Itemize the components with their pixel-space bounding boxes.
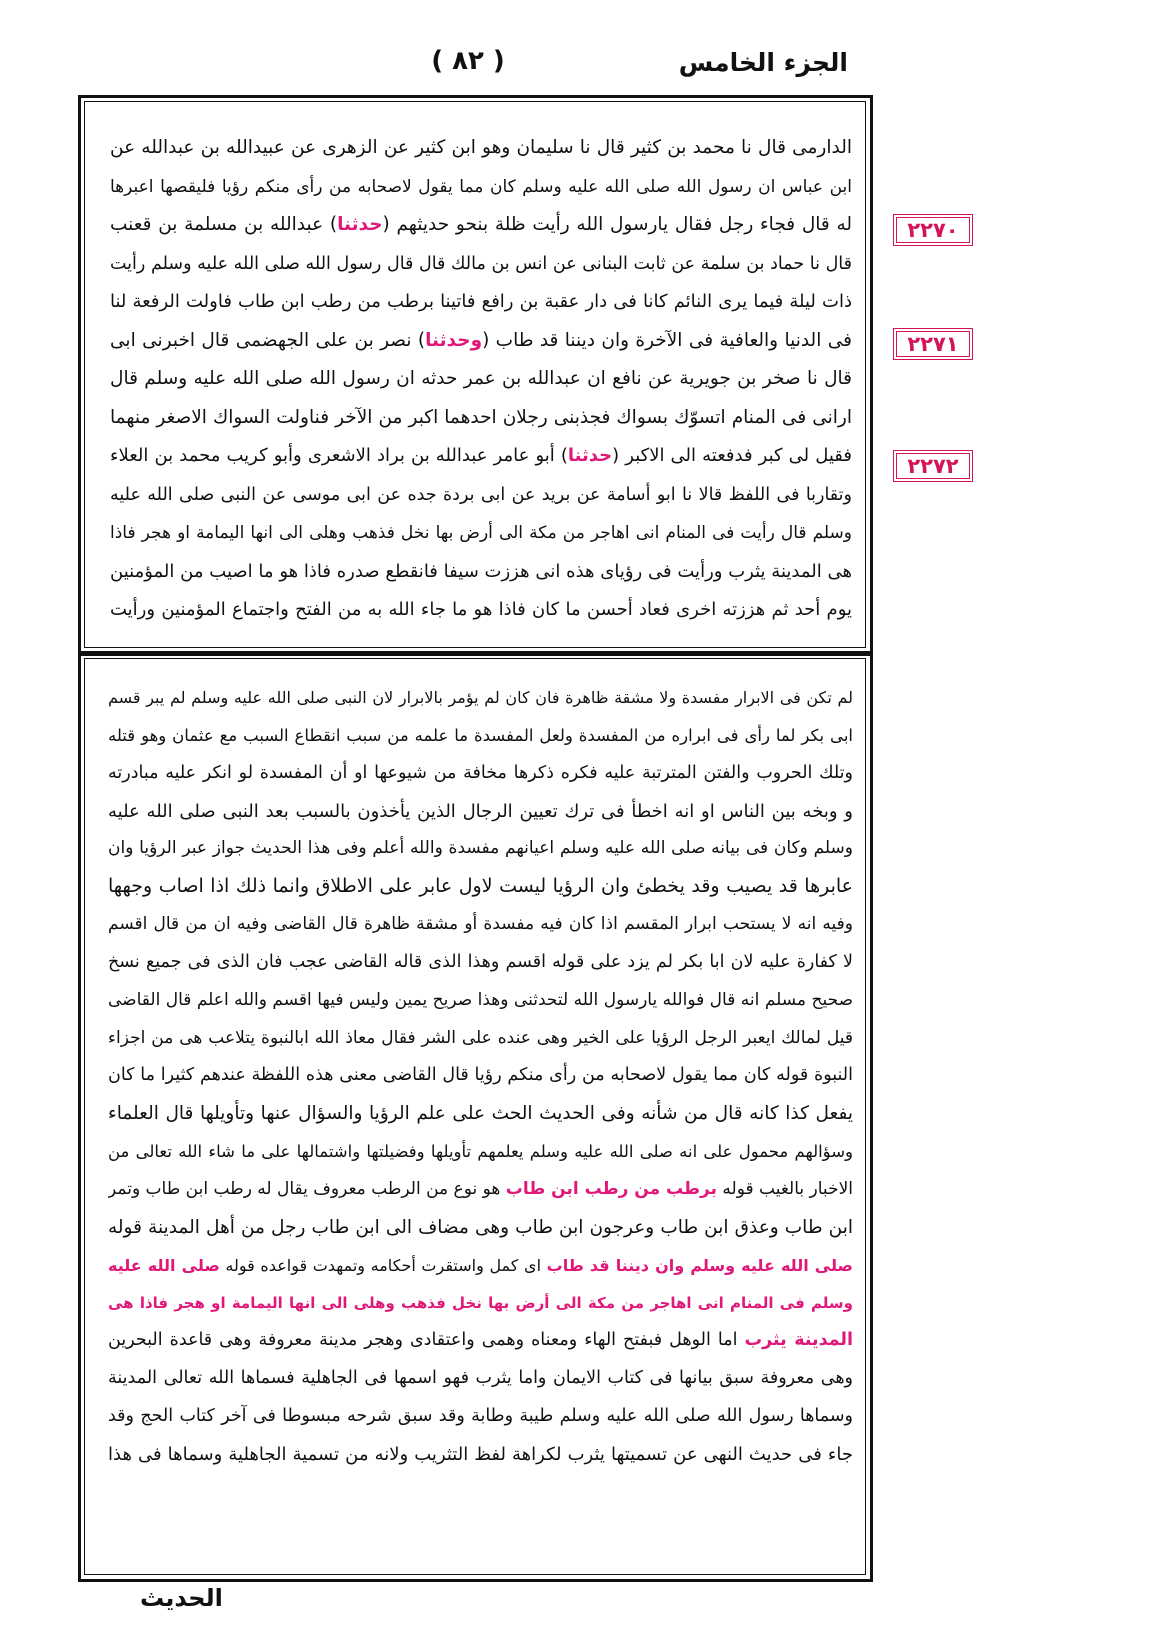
text-segment: ابى بكر لما رأى فى ابراره من المفسدة ولعل المفسدة ما علمه من سبب انقطاع السبب مع عثمان وهو قتله: [108, 725, 853, 745]
commentary-line: [108, 679, 853, 717]
hadith-line: [110, 206, 852, 245]
text-segment: ارانى فى المنام اتسوّك بسواك فجذبنى رجلان احدهما اكبر من الآخر فناولت السواك الاصغر منهما: [110, 406, 852, 428]
hadith-line: [110, 437, 852, 476]
commentary-line: [108, 1020, 853, 1058]
commentary-line: [108, 1360, 853, 1398]
commentary-line: [108, 793, 853, 831]
text-segment: فقيل لى كبر فدفعته الى الاكبر (: [612, 445, 852, 466]
catchword: الحديث: [140, 1584, 223, 1612]
hadith-line: [110, 322, 852, 361]
text-segment: قال نا صخر بن جويرية عن نافع ان عبدالله بن عمر حدثه ان رسول الله صلى الله عليه وسلم قال: [110, 368, 852, 389]
page-number: ( ٨٢ ): [431, 46, 505, 76]
hadith-line: [110, 514, 852, 553]
text-segment: عابرها قد يصيب وقد يخطئ وان الرؤيا ليست لاول عابر على الاطلاق وانما ذلك اذا اصاب وجهها: [108, 875, 853, 898]
commentary-line: [108, 1171, 853, 1209]
commentary-line: [108, 755, 853, 793]
highlighted-text: حدثنا: [567, 445, 613, 466]
commentary-line: [108, 1095, 853, 1133]
text-segment: قال نا حماد بن سلمة عن ثابت البنانى عن انس بن مالك قال قال رسول الله صلى الله عليه وسلم رأيت: [110, 253, 852, 274]
commentary-line: [108, 982, 853, 1020]
text-segment: فى الدنيا والعافية فى الآخرة وان ديننا قد طاب (: [482, 329, 852, 351]
commentary-line: [108, 906, 853, 944]
hadith-number-box: ٢٢٧٠: [893, 214, 973, 246]
text-segment: وسلم وكان فى بيانه صلى الله عليه وسلم اعيانهم مفسدة والله أعلم وفى هذا الحديث جواز عبر الرؤيا وان: [108, 838, 853, 859]
hadith-line: [110, 168, 852, 207]
text-segment: جاء فى حديث النهى عن تسميتها يثرب لكراهة لفظ التثريب ولانه من تسمية الجاهلية وسماها فى هذا: [108, 1443, 853, 1465]
hadith-line: [110, 399, 852, 438]
text-segment: ) عبدالله بن مسلمة بن قعنب: [110, 214, 338, 235]
section-divider: [81, 651, 870, 656]
text-segment: يفعل كذا كانه قال من شأنه وفى الحديث الحث على علم الرؤيا والسؤال عنها وتأويلها قال العلماء: [108, 1103, 853, 1125]
text-segment: و وبخه بين الناس او انه اخطأ فى ترك تعيين الرجال الذين يأخذون بالسبب بعد النبى صلى الله عليه: [108, 800, 853, 822]
hadith-line: [110, 245, 852, 284]
text-segment: وفيه انه لا يستحب ابرار المقسم اذا كان فيه مفسدة أو مشقة ظاهرة قال القاضى وفيه ان من قال اقسم: [108, 914, 853, 935]
commentary-line: [108, 830, 853, 868]
hadith-line: [110, 360, 852, 399]
hadith-line: [110, 553, 852, 592]
highlighted-text: وحدثنا: [425, 329, 483, 351]
text-segment: اما الوهل فبفتح الهاء ومعناه وهمى واعتقادى وهجر مدينة معروفة وهى قاعدة البحرين: [108, 1330, 745, 1351]
commentary-line: [108, 1322, 853, 1360]
text-segment: الاخبار بالغيب قوله: [717, 1178, 853, 1199]
text-segment: قيل لمالك ايعبر الرجل الرؤيا على الخير وهى عنده على الشر فقال معاذ الله ابالنبوة يتلاعب هى من اجزاء: [108, 1027, 853, 1048]
volume-title: الجزء الخامس: [678, 48, 848, 77]
text-segment: يوم أحد ثم هززته اخرى فعاد أحسن ما كان فاذا هو ما جاء الله به من الفتح واجتماع المؤمنين ورأيت: [110, 599, 852, 620]
commentary-line: [108, 1247, 853, 1285]
text-segment: هى المدينة يثرب ورأيت فى رؤياى هذه انى هززت سيفا فانقطع صدره فاذا هو ما اصيب من المؤمنين: [110, 560, 852, 582]
text-segment: ابن طاب وعذق ابن طاب وعرجون ابن طاب وهى مضاف الى ابن طاب رجل من أهل المدينة قوله: [108, 1216, 853, 1238]
commentary-line: [108, 1285, 853, 1323]
text-segment: الدارمى قال نا محمد بن كثير قال نا سليمان وهو ابن كثير عن الزهرى عن عبيدالله بن عبدالله عن: [110, 137, 852, 158]
commentary-line: [108, 1057, 853, 1095]
hadith-text: [110, 129, 852, 630]
hadith-number-box: ٢٢٧٢: [893, 450, 973, 482]
highlighted-text: صلى الله عليه: [108, 1255, 220, 1275]
commentary-line: [108, 1209, 853, 1247]
text-segment: وهى معروفة سبق بيانها فى كتاب الايمان واما يثرب فهو اسمها فى الجاهلية فسماها الله تعالى المدينة: [108, 1368, 853, 1389]
highlighted-text: وسلم فى المنام انى اهاجر من مكة الى أرض بها نخل فذهب وهلى الى انها اليمامة او هجر فاذا هى: [108, 1293, 853, 1312]
hadith-number-box: ٢٢٧١: [893, 328, 973, 360]
commentary-line: [108, 944, 853, 982]
commentary-line: [108, 868, 853, 906]
text-segment: هو نوع من الرطب معروف يقال له رطب ابن طاب وتمر: [108, 1178, 506, 1199]
text-segment: وسلم قال رأيت فى المنام انى اهاجر من مكة الى أرض بها نخل فذهب وهلى الى انها اليمامة او هجر فاذا: [110, 523, 852, 543]
highlighted-text: برطب من رطب ابن طاب: [505, 1178, 718, 1199]
text-segment: ابن عباس ان رسول الله صلى الله عليه وسلم كان مما يقول لاصحابه من رأى منكم رؤيا فليقصها اعبرها: [110, 176, 852, 197]
hadith-line: [110, 283, 852, 322]
text-segment: لم تكن فى الابرار مفسدة ولا مشقة ظاهرة فان كان لم يؤمر بالابرار لان النبى صلى الله عليه وسلم لم يبر قسم: [108, 688, 853, 707]
highlighted-text: صلى الله عليه وسلم وان ديننا قد طاب: [546, 1255, 853, 1275]
text-segment: وتلك الحروب والفتن المترتبة عليه فكره ذكرها مخافة من شيوعها او أن المفسدة لو انكر عليه مبادرته: [108, 762, 853, 783]
text-segment: اى كمل واستقرت أحكامه وتمهدت قواعده قوله: [219, 1255, 547, 1275]
text-segment: له قال فجاء رجل فقال يارسول الله رأيت ظلة بنحو حديثهم (: [382, 214, 852, 235]
hadith-line: [110, 129, 852, 168]
text-segment: ذات ليلة فيما يرى النائم كانا فى دار عقبة بن رافع فاتينا برطب من رطب ابن طاب فاولت الرفعة لنا: [110, 291, 852, 312]
text-segment: ) أبو عامر عبدالله بن براد الاشعرى وأبو كريب محمد بن العلاء: [110, 445, 568, 466]
text-segment: وسؤالهم محمول على انه صلى الله عليه وسلم يعلمهم تأويلها وفضيلتها واشتمالها على ما شاء الله تعالى من: [108, 1142, 853, 1162]
commentary-line: [108, 1133, 853, 1171]
text-segment: النبوة قوله كان مما يقول لاصحابه من رأى منكم رؤيا قال القاضى معنى هذه اللفظة عندهم كثيرا ما كان: [108, 1065, 853, 1086]
hadith-line: [110, 476, 852, 515]
text-segment: وسماها رسول الله صلى الله عليه وسلم طيبة وطابة وقد سبق شرحه مبسوطا فى آخر كتاب الحج وقد: [108, 1406, 853, 1427]
text-segment: لا كفارة عليه لان ابا بكر لم يزد على قوله اقسم وهذا الذى قاله القاضى عجب فان الذى فى جميع نسخ: [108, 951, 853, 972]
commentary-line: [108, 1398, 853, 1436]
hadith-line: [110, 591, 852, 630]
commentary-text: [108, 679, 853, 1474]
highlighted-text: حدثنا: [337, 214, 383, 235]
commentary-line: [108, 1436, 853, 1474]
text-segment: ) نصر بن على الجهضمى قال اخبرنى ابى: [110, 329, 426, 351]
commentary-line: [108, 717, 853, 755]
text-segment: وتقاربا فى اللفظ قالا نا ابو أسامة عن بريد عن ابى بردة جده عن ابى موسى عن النبى صلى الله عليه: [110, 484, 852, 505]
highlighted-text: المدينة يثرب: [744, 1330, 853, 1351]
text-segment: صحيح مسلم انه قال فوالله يارسول الله لتحدثنى وهذا صريح يمين وليس فيها اقسم والله اعلم قال القاضى: [108, 989, 853, 1010]
